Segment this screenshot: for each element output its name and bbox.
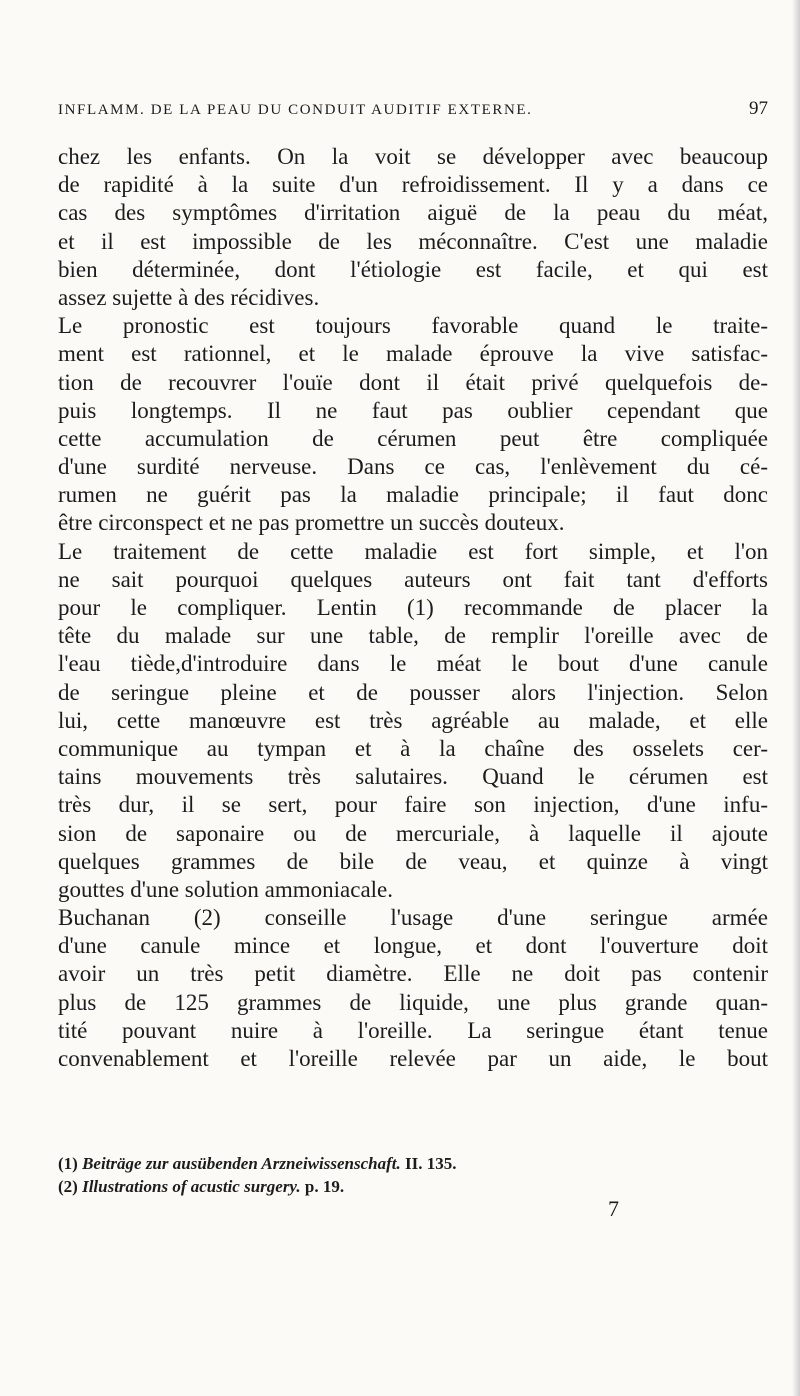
text-line: pour le compliquer. Lentin (1) recommande de placer la: [58, 595, 768, 620]
text-line: assez sujette à des récidives.: [58, 284, 320, 310]
text-line: avoir un très petit diamètre. Elle ne doit pas contenir: [58, 961, 768, 987]
text-line: bien déterminée, dont l'étiologie est facile, et qui est: [58, 256, 768, 282]
text-line: Le pronostic est toujours favorable quand le traite-: [58, 313, 768, 339]
text-line: cas des symptômes d'irritation aiguë de la peau du méat,: [58, 200, 768, 226]
text-line: chez les enfants. On la voit se développer avec beaucoup: [58, 144, 768, 169]
body-text: [58, 143, 768, 1073]
text-line: convenablement et l'oreille relevée par un aide, le bout: [58, 1046, 768, 1071]
text-line: d'une canule mince et longue, et dont l'ouverture doit: [58, 933, 768, 959]
text-line: d'une surdité nerveuse. Dans ce cas, l'enlèvement du cé-: [58, 454, 768, 480]
footnote-1: [58, 1152, 768, 1175]
text-line: lui, cette manœuvre est très agréable au malade, et elle: [58, 707, 768, 733]
text-line: de seringue pleine et de pousser alors l'injection. Selon: [58, 679, 768, 705]
text-line: tains mouvements très salutaires. Quand le cérumen est: [58, 764, 768, 790]
text-line: ne sait pourquoi quelques auteurs ont fait tant d'efforts: [58, 566, 768, 592]
text-line: être circonspect et ne pas promettre un succès douteux.: [58, 510, 565, 536]
text-line: tête du malade sur une table, de remplir l'oreille avec de: [58, 623, 768, 649]
running-title: INFLAMM. DE LA PEAU DU CONDUIT AUDITIF EXTERNE.: [58, 102, 533, 118]
page-edge-shadow: [792, 0, 800, 1396]
text-line: de rapidité à la suite d'un refroidissement. Il y a dans ce: [58, 172, 768, 198]
text-line: rumen ne guérit pas la maladie principale; il faut donc: [58, 482, 768, 508]
text-line: l'eau tiède,d'introduire dans le méat le bout d'une canule: [58, 651, 768, 677]
footnote-title: Beiträge zur ausübenden Arzneiwissenschaft.: [82, 1154, 401, 1173]
footnote-reference: p. 19.: [304, 1177, 345, 1196]
text-line: plus de 125 grammes de liquide, une plus grande quan-: [58, 989, 768, 1015]
text-line: tité pouvant nuire à l'oreille. La seringue étant tenue: [58, 1017, 768, 1043]
text-line: ment est rationnel, et le malade éprouve la vive satisfac-: [58, 341, 768, 367]
text-line: Buchanan (2) conseille l'usage d'une seringue armée: [58, 905, 768, 931]
running-head: [58, 96, 768, 126]
footnote-2: [58, 1175, 768, 1198]
text-line: quelques grammes de bile de veau, et quinze à vingt: [58, 848, 768, 874]
footnote-mark: (2): [58, 1177, 78, 1196]
text-line: tion de recouvrer l'ouïe dont il était privé quelquefois de-: [58, 369, 768, 395]
text-line: communique au tympan et à la chaîne des osselets cer-: [58, 735, 768, 761]
text-line: Le traitement de cette maladie est fort simple, et l'on: [58, 538, 768, 564]
page-number: 97: [749, 98, 768, 119]
signature-mark: 7: [608, 1196, 619, 1221]
text-line: gouttes d'une solution ammoniacale.: [58, 876, 394, 902]
footnotes: [58, 1152, 768, 1198]
footnote-reference: II. 135.: [405, 1154, 457, 1173]
text-line: cette accumulation de cérumen peut être compliquée: [58, 425, 768, 451]
footnote-mark: (1): [58, 1154, 78, 1173]
text-line: puis longtemps. Il ne faut pas oublier cependant que: [58, 397, 768, 423]
text-line: et il est impossible de les méconnaître. C'est une maladie: [58, 228, 768, 254]
text-line: très dur, il se sert, pour faire son injection, d'une infu-: [58, 792, 768, 818]
text-line: sion de saponaire ou de mercuriale, à laquelle il ajoute: [58, 820, 768, 846]
footnote-title: Illustrations of acustic surgery.: [82, 1177, 301, 1196]
